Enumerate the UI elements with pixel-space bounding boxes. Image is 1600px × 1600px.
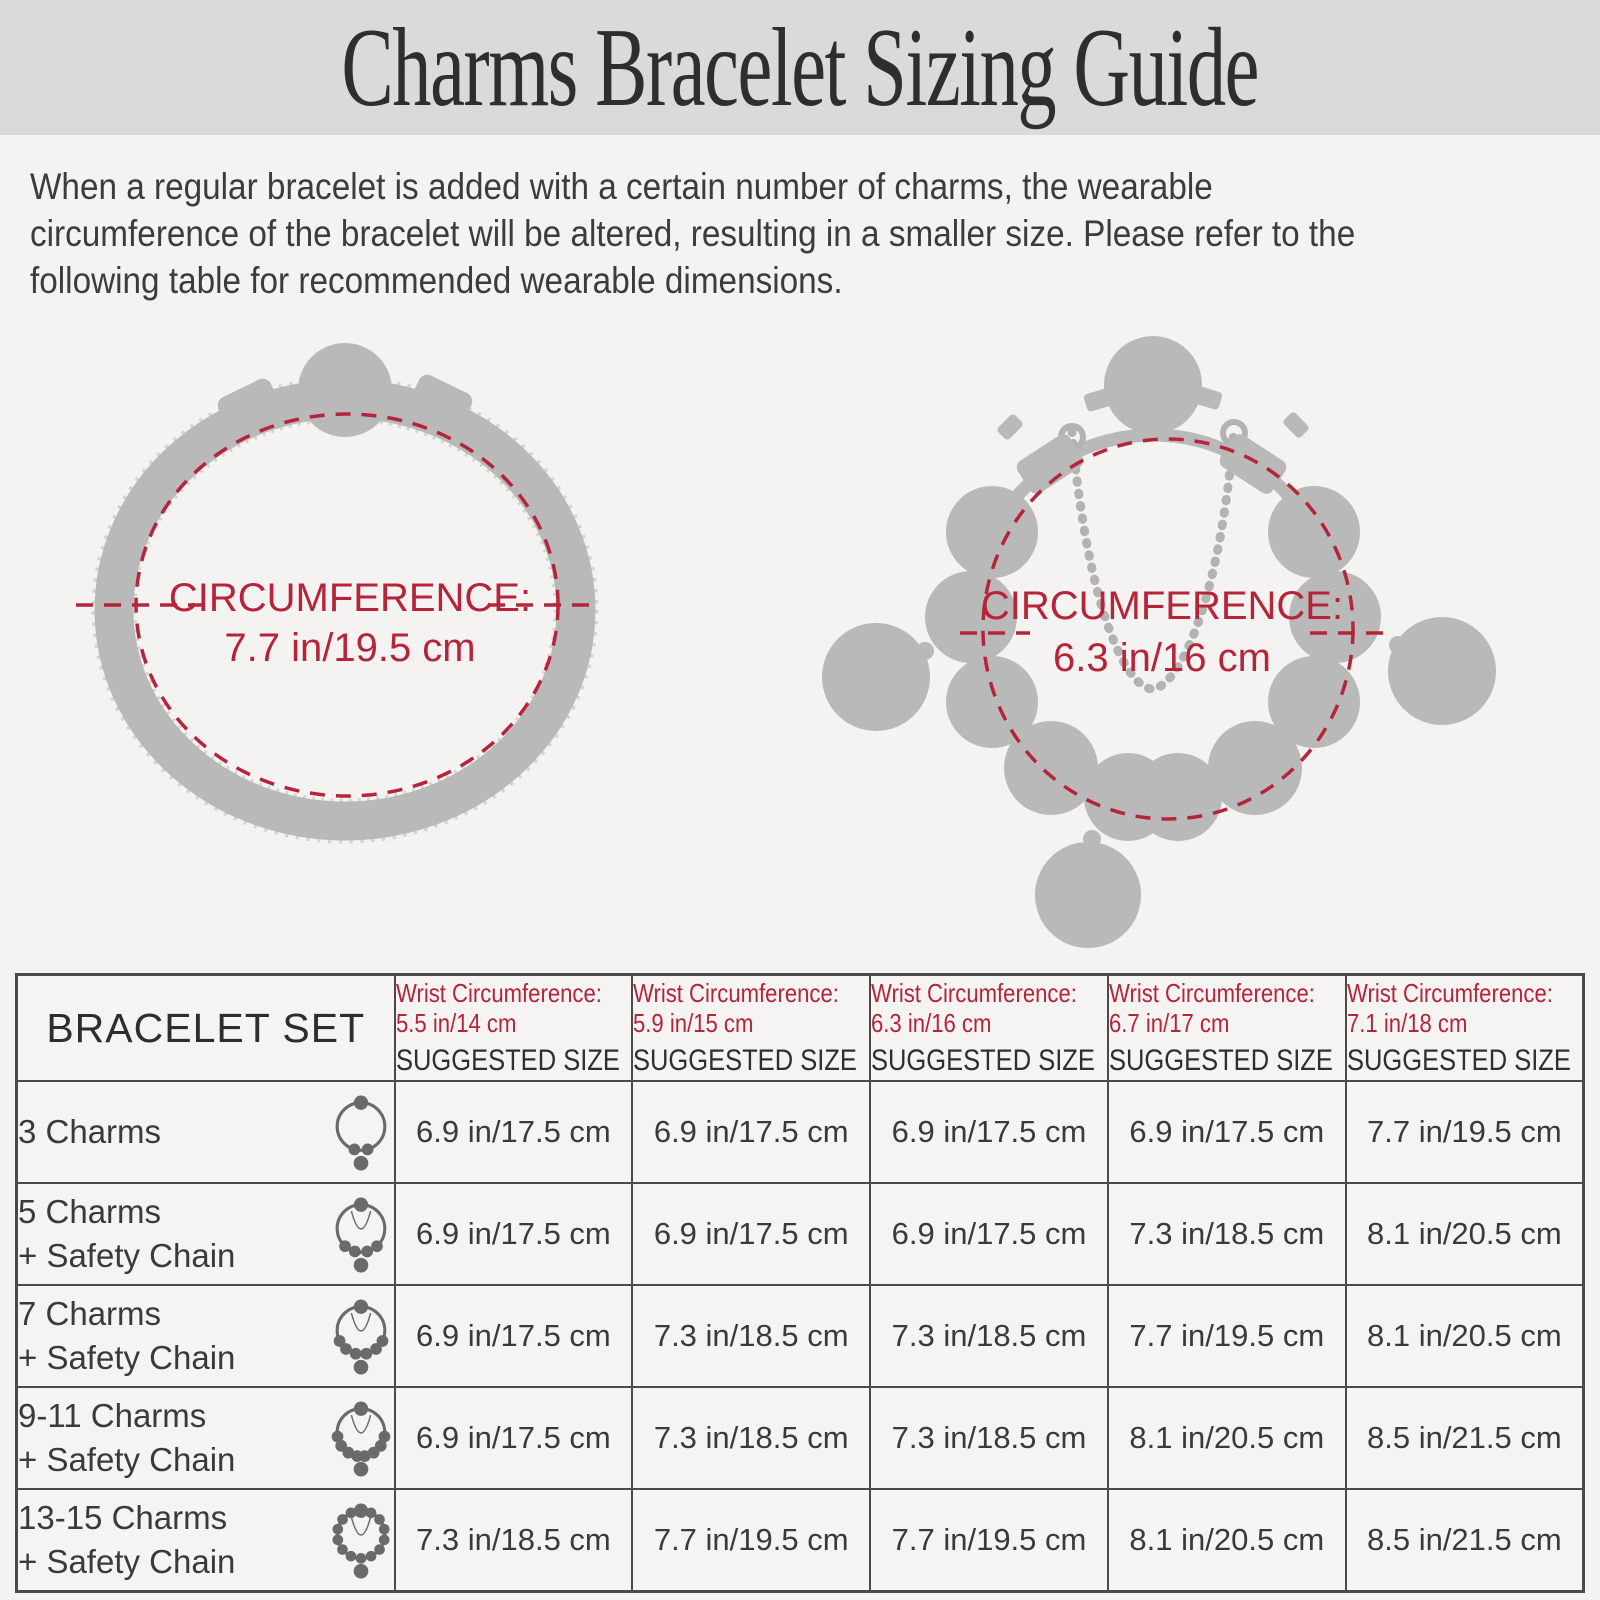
table-row bbox=[17, 1081, 1584, 1183]
bracelet-set-icon bbox=[328, 1088, 394, 1176]
suggested-size-cell: 7.3 in/18.5 cm bbox=[870, 1285, 1108, 1387]
suggested-size-label: SUGGESTED SIZE bbox=[395, 1044, 620, 1077]
table-row bbox=[17, 1489, 1584, 1592]
bracelet-set-cell bbox=[17, 1081, 395, 1183]
bracelet-set-cell bbox=[17, 1489, 395, 1592]
bracelet-set-label: 3 Charms bbox=[18, 1113, 162, 1150]
intro-line: circumference of the bracelet will be altered, resulting in a smaller size. Please refer to the bbox=[30, 213, 1356, 254]
plain-bracelet-illustration bbox=[76, 343, 596, 821]
suggested-size-cell: 6.9 in/17.5 cm bbox=[395, 1183, 633, 1285]
title-banner bbox=[0, 0, 1600, 135]
wrist-column-header bbox=[1346, 975, 1584, 1082]
wrist-circumference-label: Wrist Circumference: 7.1 in/18 cm bbox=[1346, 978, 1553, 1038]
clasp-bead bbox=[298, 343, 392, 437]
suggested-size-label: SUGGESTED SIZE bbox=[1108, 1044, 1333, 1077]
suggested-size-cell: 8.1 in/20.5 cm bbox=[1108, 1387, 1346, 1489]
bracelet-set-cell bbox=[17, 1285, 395, 1387]
suggested-size-cell: 6.9 in/17.5 cm bbox=[870, 1183, 1108, 1285]
table-row bbox=[17, 1285, 1584, 1387]
dangle-charm bbox=[1388, 617, 1496, 725]
suggested-size-cell: 6.9 in/17.5 cm bbox=[632, 1183, 870, 1285]
table-row bbox=[17, 1387, 1584, 1489]
bracelet-set-cell bbox=[17, 1183, 395, 1285]
suggested-size-cell: 8.1 in/20.5 cm bbox=[1108, 1489, 1346, 1592]
intro-line: following table for recommended wearable dimensions. bbox=[30, 260, 843, 301]
charm-bead bbox=[1104, 336, 1202, 434]
bracelet-set-icon bbox=[328, 1394, 394, 1482]
suggested-size-cell: 6.9 in/17.5 cm bbox=[395, 1285, 633, 1387]
circumference-label: CIRCUMFERENCE: bbox=[980, 584, 1344, 628]
bracelet-set-header: BRACELET SET bbox=[17, 975, 395, 1082]
bracelet-set-label: 13-15 Charms + Safety Chain bbox=[18, 1499, 236, 1580]
suggested-size-cell: 7.3 in/18.5 cm bbox=[632, 1387, 870, 1489]
dangle-charm bbox=[1035, 842, 1141, 948]
charm-bracelet-illustration bbox=[822, 336, 1496, 948]
wrist-column-header bbox=[632, 975, 870, 1082]
suggested-size-label: SUGGESTED SIZE bbox=[1346, 1044, 1571, 1077]
suggested-size-cell: 6.9 in/17.5 cm bbox=[1108, 1081, 1346, 1183]
sizing-table bbox=[15, 973, 1585, 1593]
suggested-size-cell: 6.9 in/17.5 cm bbox=[870, 1081, 1108, 1183]
bracelet-set-icon bbox=[328, 1190, 394, 1278]
suggested-size-cell: 8.5 in/21.5 cm bbox=[1346, 1489, 1584, 1592]
suggested-size-cell: 6.9 in/17.5 cm bbox=[632, 1081, 870, 1183]
bracelet-set-icon bbox=[328, 1496, 394, 1584]
suggested-size-label: SUGGESTED SIZE bbox=[871, 1044, 1095, 1077]
suggested-size-cell: 7.7 in/19.5 cm bbox=[1108, 1285, 1346, 1387]
wrist-circumference-label: Wrist Circumference: 6.7 in/17 cm bbox=[1108, 978, 1315, 1038]
bracelet-set-cell bbox=[17, 1387, 395, 1489]
suggested-size-label: SUGGESTED SIZE bbox=[633, 1044, 858, 1077]
wrist-column-header bbox=[1108, 975, 1346, 1082]
table-header-row bbox=[17, 975, 1584, 1082]
suggested-size-cell: 7.7 in/19.5 cm bbox=[632, 1489, 870, 1592]
bracelet-set-label: 5 Charms + Safety Chain bbox=[18, 1193, 236, 1274]
suggested-size-cell: 7.3 in/18.5 cm bbox=[870, 1387, 1108, 1489]
wrist-column-header bbox=[870, 975, 1108, 1082]
suggested-size-cell: 8.5 in/21.5 cm bbox=[1346, 1387, 1584, 1489]
intro-line: When a regular bracelet is added with a certain number of charms, the wearable bbox=[30, 166, 1213, 207]
suggested-size-cell: 7.3 in/18.5 cm bbox=[395, 1489, 633, 1592]
circumference-value: 6.3 in/16 cm bbox=[1053, 636, 1271, 680]
suggested-size-cell: 8.1 in/20.5 cm bbox=[1346, 1183, 1584, 1285]
suggested-size-cell: 8.1 in/20.5 cm bbox=[1346, 1285, 1584, 1387]
bracelet-set-label: 7 Charms + Safety Chain bbox=[18, 1295, 236, 1376]
intro-paragraph bbox=[30, 163, 1600, 304]
suggested-size-cell: 6.9 in/17.5 cm bbox=[395, 1387, 633, 1489]
suggested-size-cell: 7.7 in/19.5 cm bbox=[870, 1489, 1108, 1592]
bracelet-set-icon bbox=[328, 1292, 394, 1380]
suggested-size-cell: 7.3 in/18.5 cm bbox=[1108, 1183, 1346, 1285]
circumference-label: CIRCUMFERENCE: bbox=[168, 576, 532, 620]
dangle-charm bbox=[822, 623, 930, 731]
table-row bbox=[17, 1183, 1584, 1285]
page-title: Charms Bracelet Sizing Guide bbox=[341, 5, 1259, 130]
wrist-circumference-label: Wrist Circumference: 5.5 in/14 cm bbox=[395, 978, 602, 1038]
suggested-size-cell: 7.3 in/18.5 cm bbox=[632, 1285, 870, 1387]
suggested-size-cell: 6.9 in/17.5 cm bbox=[395, 1081, 633, 1183]
wrist-circumference-label: Wrist Circumference: 5.9 in/15 cm bbox=[633, 978, 840, 1038]
suggested-size-cell: 7.7 in/19.5 cm bbox=[1346, 1081, 1584, 1183]
bracelet-set-label: 9-11 Charms + Safety Chain bbox=[18, 1397, 236, 1478]
circumference-value: 7.7 in/19.5 cm bbox=[224, 626, 476, 670]
bracelet-illustrations bbox=[0, 304, 1600, 959]
wrist-column-header bbox=[395, 975, 633, 1082]
wrist-circumference-label: Wrist Circumference: 6.3 in/16 cm bbox=[871, 978, 1077, 1038]
